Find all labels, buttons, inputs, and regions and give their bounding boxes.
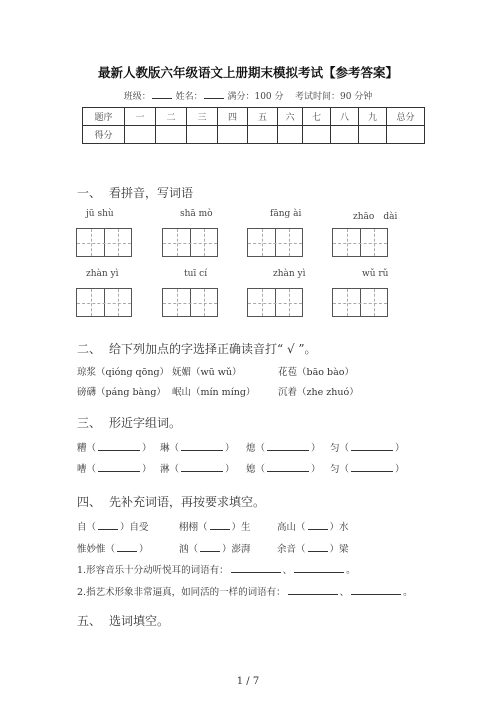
writing-grid[interactable] (332, 288, 388, 317)
answer-blank[interactable] (210, 519, 230, 530)
idiom-part: 栩栩（ (179, 522, 208, 533)
answer-blank[interactable] (351, 461, 393, 472)
reading-option[interactable]: 岷山（mín míng） (172, 387, 256, 398)
pinyin-label: jū shù (86, 209, 114, 219)
class-label: 班级： (123, 92, 151, 102)
section-title: 先补充词语，再按要求填空。 (109, 495, 266, 509)
section-title: 形近字组词。 (109, 416, 182, 430)
score-cell[interactable] (248, 126, 278, 144)
exam-time: 考试时间：90 分钟 (294, 92, 373, 102)
separator: 、 (339, 587, 350, 598)
paren-close: ） (225, 443, 235, 454)
answer-blank[interactable] (351, 584, 401, 595)
full-score: 满分：100 分 (227, 92, 284, 102)
idiom-item (277, 519, 349, 533)
pinyin-label: shā mò (180, 209, 213, 219)
writing-grid[interactable] (332, 228, 388, 257)
score-cell[interactable] (156, 126, 187, 144)
writing-grid[interactable] (162, 288, 218, 317)
pinyin-label: fāng ài (270, 209, 302, 219)
header-cell: 六 (278, 108, 303, 126)
header-cell: 五 (248, 108, 278, 126)
writing-grid[interactable] (76, 288, 132, 317)
header-cell: 总分 (387, 108, 425, 126)
idiom-part: ） (139, 544, 149, 555)
word-char: 匀（ (330, 443, 350, 454)
idiom-part: 惟妙惟（ (77, 544, 116, 555)
answer-blank[interactable] (288, 584, 338, 595)
idiom-part: 高山（ (277, 522, 306, 533)
page-title: 最新人教版六年级语文上册期末模拟考试【参考答案】 (97, 65, 398, 80)
header-cell: 三 (187, 108, 218, 126)
section-number: 五、 (77, 614, 102, 628)
idiom-item (277, 541, 349, 555)
idiom-part: 自（ (77, 522, 97, 533)
pinyin-label: zhàn yì (273, 269, 306, 279)
header-cell: 七 (303, 108, 331, 126)
header-cell: 九 (359, 108, 387, 126)
idiom-item (179, 541, 251, 555)
score-cell[interactable] (187, 126, 218, 144)
answer-blank[interactable] (181, 461, 223, 472)
section-title: 选词填空。 (109, 614, 170, 628)
pinyin-label: wǔ rǔ (362, 269, 389, 279)
separator: 、 (282, 565, 293, 576)
class-blank[interactable] (152, 89, 172, 99)
writing-grid[interactable] (76, 228, 132, 257)
idiom-item (77, 519, 149, 533)
section-1-heading (77, 184, 193, 201)
score-table-score-row (83, 126, 425, 144)
paren-close: ） (142, 443, 152, 454)
paren-close: ） (225, 464, 235, 475)
answer-blank[interactable] (351, 440, 393, 451)
score-table-header-row (83, 108, 425, 126)
reading-option[interactable]: 沉着（zhe zhuó） (278, 387, 359, 398)
word-char: 琳（ (160, 443, 180, 454)
section-4-heading (77, 493, 265, 510)
reading-option[interactable]: 花苞（bāo bào） (278, 367, 354, 378)
writing-grid[interactable] (247, 288, 303, 317)
answer-blank[interactable] (267, 461, 309, 472)
answer-blank[interactable] (308, 519, 328, 530)
answer-blank[interactable] (267, 440, 309, 451)
word-item (77, 440, 152, 454)
header-cell: 四 (218, 108, 248, 126)
question-1 (77, 562, 356, 576)
writing-grid[interactable] (162, 228, 218, 257)
idiom-part: ）水 (329, 522, 349, 533)
idiom-part: 余音（ (277, 544, 306, 555)
score-cell[interactable] (387, 126, 425, 144)
score-cell[interactable] (359, 126, 387, 144)
section-5-heading (77, 612, 169, 629)
answer-blank[interactable] (98, 519, 118, 530)
word-char: 糟（ (77, 443, 97, 454)
paren-close: ） (395, 464, 405, 475)
idiom-part: ）梁 (329, 544, 349, 555)
section-2-heading (77, 340, 317, 357)
answer-blank[interactable] (200, 541, 220, 552)
idiom-part: ）自受 (120, 522, 149, 533)
pinyin-label: zhàn yì (86, 269, 119, 279)
name-blank[interactable] (204, 89, 224, 99)
answer-blank[interactable] (181, 440, 223, 451)
header-cell: 题序 (83, 108, 125, 126)
header-cell: 八 (331, 108, 359, 126)
paren-close: ） (142, 464, 152, 475)
word-char: 嘈（ (77, 464, 97, 475)
word-item (77, 461, 152, 475)
idiom-part: ）生 (231, 522, 251, 533)
word-item (330, 461, 405, 475)
period: 。 (346, 565, 356, 576)
score-cell[interactable] (331, 126, 359, 144)
section-number: 二、 (77, 342, 102, 356)
score-table (82, 107, 425, 144)
reading-option[interactable]: 琼浆（qióng qōng） (77, 367, 170, 378)
answer-blank[interactable] (231, 562, 281, 573)
name-label: 姓名： (175, 92, 203, 102)
paren-close: ） (395, 443, 405, 454)
writing-grid[interactable] (247, 228, 303, 257)
word-char: 熄（ (246, 443, 266, 454)
section-number: 四、 (77, 495, 102, 509)
header-cell: 一 (125, 108, 156, 126)
word-item (160, 440, 235, 454)
word-item (246, 461, 321, 475)
reading-option[interactable]: 妩媚（wū wǔ） (172, 367, 242, 378)
question-text: 2.指艺术形象非常逼真，如同活的一样的词语有： (77, 587, 286, 598)
paren-close: ） (311, 464, 321, 475)
score-cell[interactable] (218, 126, 248, 144)
idiom-item (77, 541, 149, 555)
pinyin-label: tuī cí (184, 269, 208, 279)
period: 。 (403, 587, 413, 598)
idiom-item (179, 519, 251, 533)
score-cell[interactable] (303, 126, 331, 144)
reading-option[interactable]: 磅礴（páng bàng） (77, 387, 166, 398)
score-cell[interactable] (125, 126, 156, 144)
idiom-part: 汹（ (179, 544, 199, 555)
section-number: 一、 (77, 186, 102, 200)
page-number: 1 / 7 (236, 676, 260, 687)
answer-blank[interactable] (98, 461, 140, 472)
header-cell: 二 (156, 108, 187, 126)
answer-blank[interactable] (98, 440, 140, 451)
answer-blank[interactable] (117, 541, 137, 552)
paren-close: ） (311, 443, 321, 454)
section-title: 给下列加点的字选择正确读音打“ √ ”。 (109, 342, 317, 356)
section-title: 看拼音，写词语 (109, 186, 194, 200)
section-number: 三、 (77, 416, 102, 430)
answer-blank[interactable] (294, 562, 344, 573)
word-item (330, 440, 405, 454)
pinyin-label: zhāo dài (353, 212, 398, 222)
word-char: 媳（ (246, 464, 266, 475)
exam-info (0, 89, 496, 102)
word-char: 淋（ (160, 464, 180, 475)
score-row-label: 得分 (83, 126, 125, 144)
question-2 (77, 584, 413, 598)
question-text: 1.形容音乐十分动听悦耳的词语有： (77, 565, 229, 576)
answer-blank[interactable] (308, 541, 328, 552)
word-item (246, 440, 321, 454)
word-char: 匀（ (330, 464, 350, 475)
word-item (160, 461, 235, 475)
section-3-heading (77, 414, 181, 431)
idiom-part: ）澎湃 (222, 544, 251, 555)
score-cell[interactable] (278, 126, 303, 144)
